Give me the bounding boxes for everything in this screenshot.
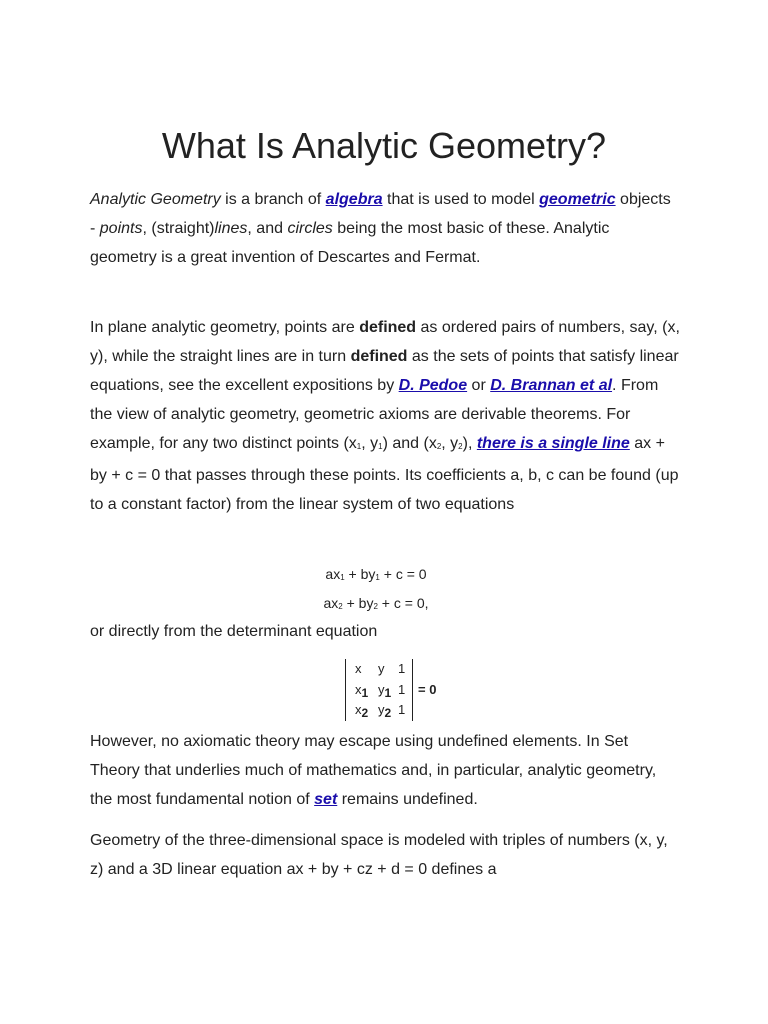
matrix-cell: y [378,661,385,676]
text-span: or [467,377,491,394]
paragraph-plane-geometry [90,313,680,519]
subscript: 1 [378,442,383,451]
cell-var: y [378,682,385,697]
cell-var: x [355,682,362,697]
subscript: 2 [361,706,369,720]
paragraph-3d-space: Geometry of the three-dimensional space is modeled with triples of numbers (x, y, z) and a 3D linear equation ax + by + cz + d = 0 defines a [90,832,668,878]
matrix-row [346,659,412,679]
text-span: ax [325,566,341,582]
text-span: . From the view of analytic geometry, geometric axioms are derivable theorems. For example, for any two distinct points (x [90,377,659,452]
text-span: + by [344,566,376,582]
text-span: + by [342,595,374,611]
subscript: 2 [384,706,392,720]
text-span: remains undefined. [337,791,478,808]
text-span: ax [323,595,339,611]
link-set[interactable]: set [314,791,338,808]
subscript: 2 [373,602,378,611]
text-span: ax + by + c = 0 that passes through these points. Its coefficients a, b, c can be found (up to a constant factor) from the linear system of two equations [90,435,679,513]
determinant-matrix [345,659,413,721]
text-span: is a branch of [220,191,326,208]
text-span: , y [441,435,459,452]
matrix-cell: 1 [398,682,406,697]
matrix-cell: x [355,661,362,676]
link-geometric[interactable]: geometric [539,191,616,208]
text-span: that is used to model [382,191,540,208]
text-span: However, no axiomatic theory may escape using undefined elements. In Set Theory that underlies much of mathematics and, in particular, analytic geometry, the most fundamental notion of [90,733,657,808]
text-span: being the most basic of these. Analytic geometry is a great invention of Descartes and Fermat. [90,220,610,266]
determinant-rhs: = 0 [418,682,437,697]
matrix-cell: 1 [398,661,406,676]
text-span: ), [462,435,477,452]
text-span: In plane analytic geometry, points are [90,319,360,336]
text-span: objects - [90,191,671,237]
paragraph-determinant-intro: or directly from the determinant equation [90,623,378,640]
equation-2 [0,593,760,617]
text-span: + c = 0, [377,595,429,611]
bold-defined: defined [350,348,408,365]
term-lines: lines [214,220,248,237]
subscript: 2 [458,442,463,451]
bold-defined: defined [359,319,417,336]
subscript: 2 [436,442,442,451]
equation-1 [0,564,760,588]
subscript: 2 [338,602,343,611]
term-points: points [99,220,143,237]
subscript: 1 [340,573,345,582]
matrix-cell [355,700,368,723]
subscript: 1 [356,442,362,451]
link-d-brannan[interactable]: D. Brannan et al [490,377,613,394]
subscript: 1 [361,686,369,700]
text-span: + c = 0 [379,566,427,582]
subscript: 1 [375,573,380,582]
matrix-cell [378,700,391,723]
text-span: , and [247,220,288,237]
cell-var: y [378,702,385,717]
term-circles: circles [287,220,333,237]
term-analytic-geometry: Analytic Geometry [90,191,221,208]
cell-var: x [355,702,362,717]
text-span: , y [361,435,379,452]
paragraph-intro [90,185,680,272]
matrix-row [346,680,412,700]
link-single-line[interactable]: there is a single line [476,435,630,452]
text-span: ) and (x [382,435,437,452]
paragraph-set-theory [90,727,680,814]
matrix-cell: 1 [398,702,406,717]
text-span: , (straight) [142,220,215,237]
text-span: as ordered pairs of numbers, say, (x, y), while the straight lines are in turn [90,319,680,365]
link-algebra[interactable]: algebra [325,191,383,208]
matrix-row [346,700,412,720]
text-span: as the sets of points that satisfy linear equations, see the excellent expositions by [90,348,679,394]
link-d-pedoe[interactable]: D. Pedoe [398,377,468,394]
page-title: What Is Analytic Geometry? [161,125,607,166]
subscript: 1 [384,686,392,700]
